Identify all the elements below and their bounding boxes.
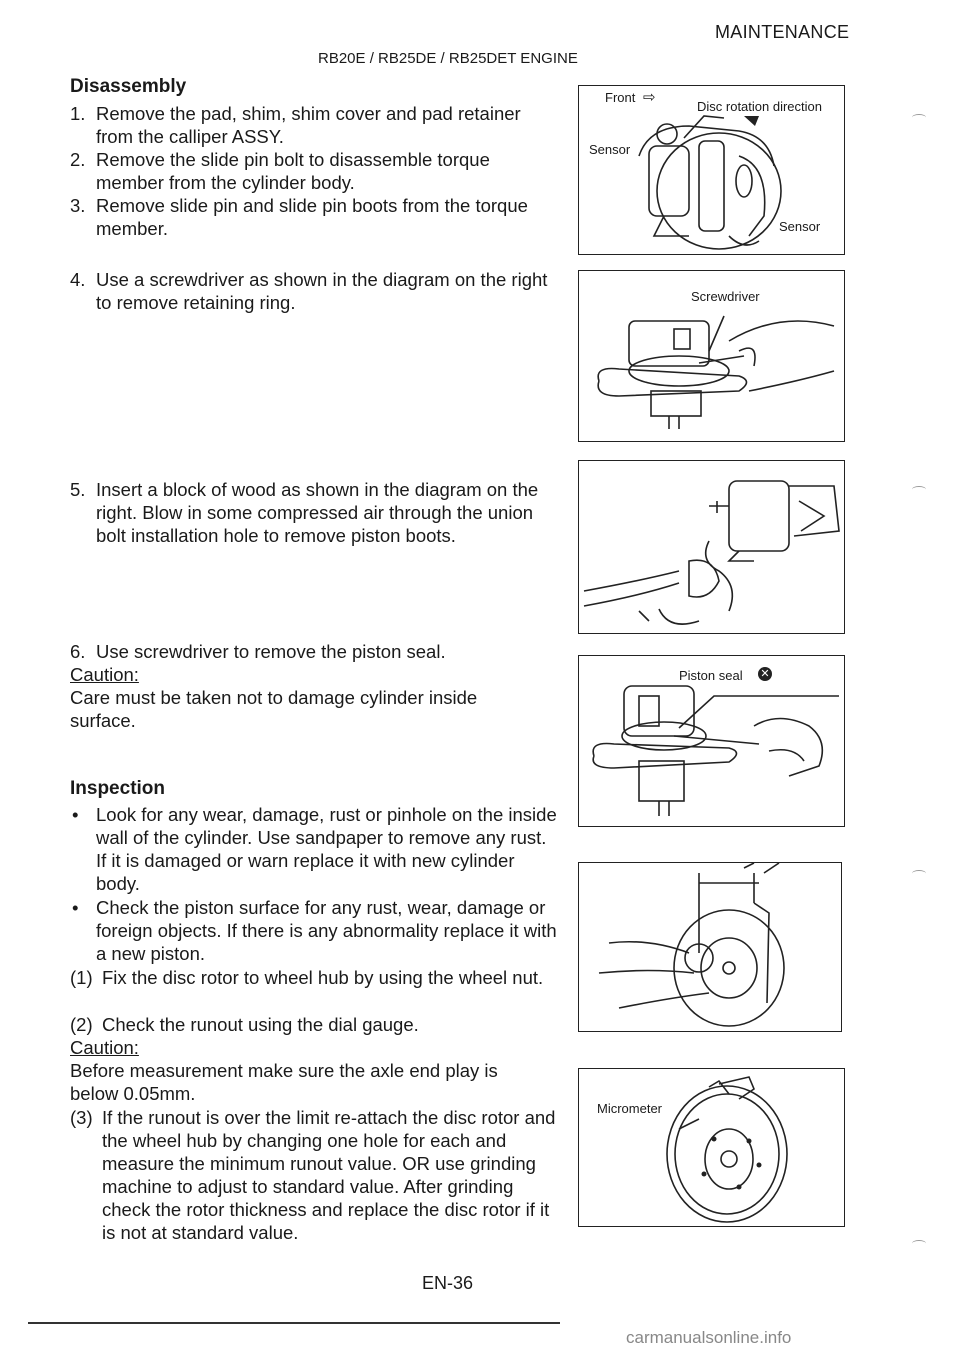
sensor-right-label: Sensor [779,219,821,234]
sub-step-number: (2) [70,1014,93,1035]
step-6 [70,640,560,663]
sub-step-1 [70,966,560,989]
figure-compressed-air [578,460,845,634]
compressed-air-drawing [579,461,844,633]
step-5 [70,478,560,547]
figure-screwdriver [578,270,845,442]
inspection-heading: Inspection [70,778,166,799]
caution-text-2: Before measurement make sure the axle end play is below 0.05mm. [70,1060,498,1104]
step-text: Remove the slide pin bolt to disassemble torque member from the cylinder body. [96,149,490,193]
step-number: 5. [70,479,86,500]
caution-label-2: Caution: [70,1037,139,1058]
close-icon: ✕ [758,667,772,681]
caution-label: Caution: [70,664,139,685]
step-number: 4. [70,269,86,290]
sub-step-number: (3) [70,1107,93,1128]
sub-step-number: (1) [70,967,93,988]
bullet-2 [72,896,560,965]
step-4 [70,268,560,314]
margin-mark [912,114,926,121]
step-text: Remove slide pin and slide pin boots from the torque member. [96,195,528,239]
bullet-text: Check the piston surface for any rust, wear, damage or foreign objects. If there is any abnormality replace it with a new piston. [96,897,557,964]
sub-step-text: Fix the disc rotor to wheel hub by using the wheel nut. [102,967,544,988]
sensor-left-label: Sensor [589,142,631,157]
micrometer-drawing [579,1069,844,1226]
front-arrow-icon: ⇨ [643,89,656,106]
figure-dial-gauge [578,862,842,1032]
step-1 [70,102,560,148]
step-number: 2. [70,149,86,170]
section-title: MAINTENANCE [715,22,850,42]
step-text: Use screwdriver to remove the piston seal. [96,641,446,662]
page-number: EN-36 [422,1273,474,1293]
step-text: Insert a block of wood as shown in the diagram on the right. Blow in some compressed air through the union bolt installation hole to remove piston boots. [96,479,539,546]
step-number: 6. [70,641,86,662]
footer-divider [28,1322,560,1324]
figure-micrometer [578,1068,845,1227]
screwdriver-label: Screwdriver [691,289,760,304]
piston-seal-label: Piston seal [679,668,743,683]
dial-gauge-drawing [579,863,841,1031]
margin-mark [912,1240,926,1247]
step-text: Use a screwdriver as shown in the diagram on the right to remove retaining ring. [96,269,548,313]
micrometer-label: Micrometer [597,1101,663,1116]
step-text: Remove the pad, shim, shim cover and pad retainer from the calliper ASSY. [96,103,521,147]
step-number: 3. [70,195,86,216]
disassembly-heading: Disassembly [70,76,187,97]
figure-calliper-sensors [578,85,845,255]
watermark: carmanualsonline.info [626,1328,792,1347]
step-number: 1. [70,103,86,124]
sub-step-text: If the runout is over the limit re-attach the disc rotor and the wheel hub by changing one hole for each and measure the minimum runout value. OR use grinding machine to adjust to standard value. After grinding check the rotor thickness and replace the disc rotor if it is not at standard value. [102,1107,556,1243]
engine-title: RB20E / RB25DE / RB25DET ENGINE [318,50,578,67]
step-2 [70,148,560,194]
bullet-text: Look for any wear, damage, rust or pinhole on the inside wall of the cylinder. Use sandpaper to remove any rust. If it is damaged or warn replace it with new cylinder body. [96,804,557,894]
rotation-label: Disc rotation direction [697,99,822,114]
front-label: Front [605,90,636,105]
sub-step-3 [70,1106,560,1244]
figure-piston-seal [578,655,845,827]
bullet-mark: • [72,897,79,918]
sub-step-text: Check the runout using the dial gauge. [102,1014,419,1035]
caution-text: Care must be taken not to damage cylinder inside surface. [70,687,478,731]
margin-mark [912,486,926,493]
bullet-1 [72,803,560,895]
step-3 [70,194,560,240]
sub-step-2 [70,1013,560,1036]
margin-mark [912,870,926,877]
bullet-mark: • [72,804,79,825]
